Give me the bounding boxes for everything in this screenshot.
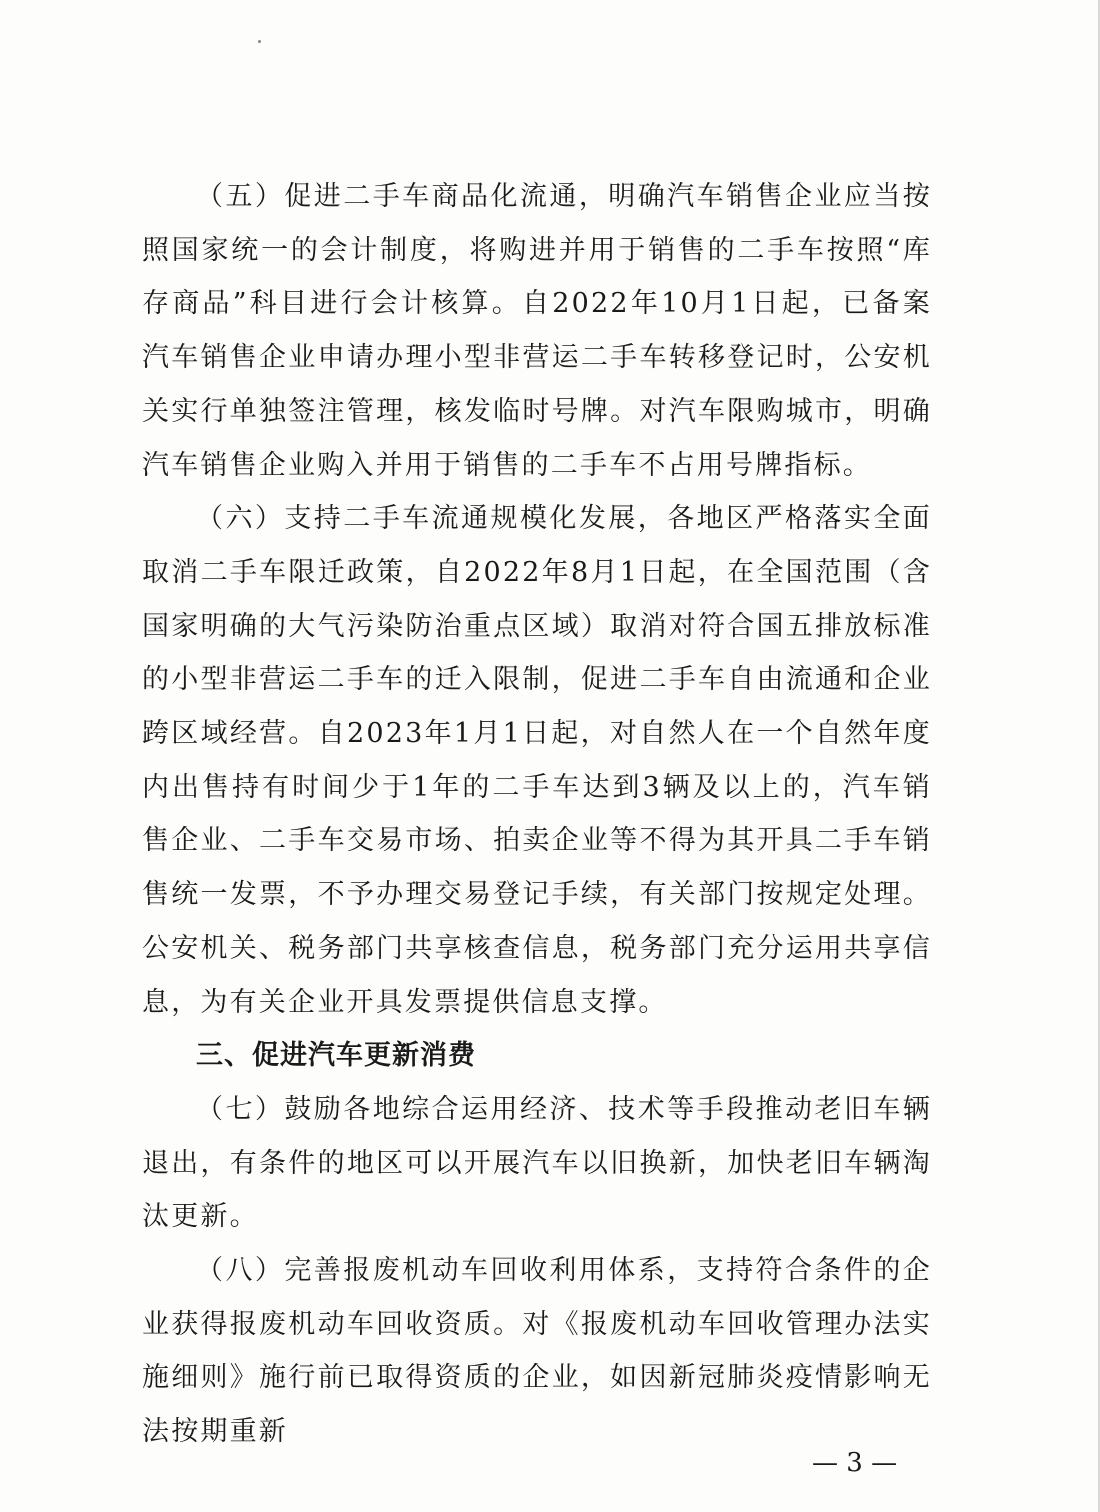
section-heading: 三、促进汽车更新消费	[196, 1040, 476, 1072]
scan-speck	[258, 40, 261, 43]
paragraph-7: （七）鼓励各地综合运用经济、技术等手段推动老旧车辆退出，有条件的地区可以开展汽车以旧换新，加快老旧车辆淘汰更新。	[142, 1093, 932, 1233]
paragraph-6: （六）支持二手车流通规模化发展，各地区严格落实全面取消二手车限迁政策，自2022年8月1日起，在全国范围（含国家明确的大气污染防治重点区域）取消对符合国五排放标准的小型非营运二手车的迁入限制，促进二手车自由流通和企业跨区域经营。自2023年1月1日起，对自然人在一个自然年度内出售持有时间少于1年的二手车达到3辆及以上的，汽车销售企业、二手车交易市场、拍卖企业等不得为其开具二手车销售统一发票，不予办理交易登记手续，有关部门按规定处理。公安机关、税务部门共享核查信息，税务部门充分运用共享信息，为有关企业开具发票提供信息支撑。	[142, 503, 932, 1018]
paragraph-8: （八）完善报废机动车回收利用体系，支持符合条件的企业获得报废机动车回收资质。对《报废机动车回收管理办法实施细则》施行前已取得资质的企业，如因新冠肺炎疫情影响无法按期重新	[142, 1255, 932, 1448]
paragraph-5: （五）促进二手车商品化流通，明确汽车销售企业应当按照国家统一的会计制度，将购进并用于销售的二手车按照“库存商品”科目进行会计核算。自2022年10月1日起，已备案汽车销售企业申请办理小型非营运二手车转移登记时，公安机关实行单独签注管理，核发临时号牌。对汽车限购城市，明确汽车销售企业购入并用于销售的二手车不占用号牌指标。	[142, 181, 932, 481]
page-number: — 3 —	[812, 1448, 898, 1478]
document-body	[142, 170, 932, 1459]
